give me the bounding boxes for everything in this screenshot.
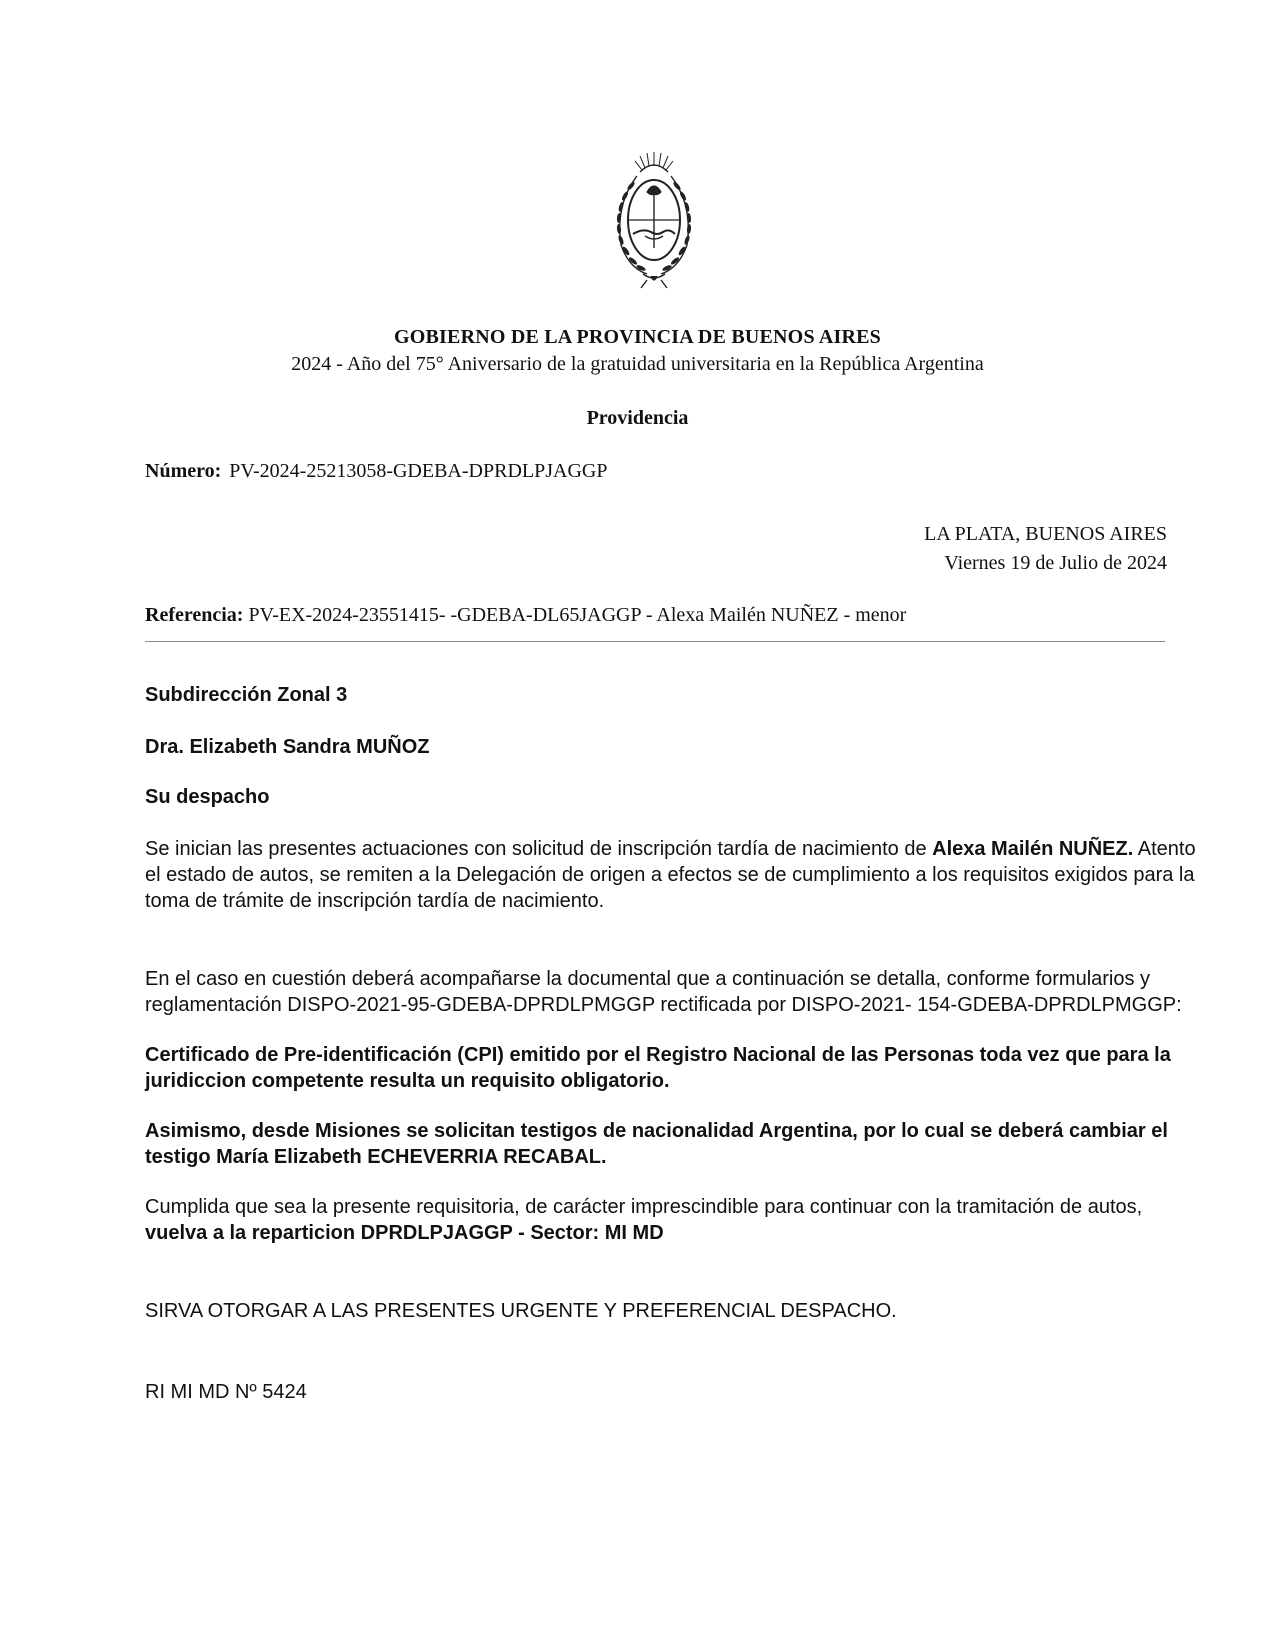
paragraph-5 bbox=[145, 1194, 1205, 1246]
referencia-line bbox=[145, 604, 906, 627]
addressee-office: Subdirección Zonal 3 bbox=[145, 684, 348, 706]
numero-value: PV-2024-25213058-GDEBA-DPRDLPJAGGP bbox=[229, 460, 608, 482]
paragraph-1-name: Alexa Mailén NUÑEZ. bbox=[932, 838, 1134, 860]
date: Viernes 19 de Julio de 2024 bbox=[944, 552, 1167, 574]
paragraph-1-start: Se inician las presentes actuaciones con solicitud de inscripción tardía de nacimiento de bbox=[145, 838, 933, 860]
paragraph-5-bold: vuelva a la reparticion DPRDLPJAGGP - Sector: MI MD bbox=[145, 1222, 664, 1244]
paragraph-6: SIRVA OTORGAR A LAS PRESENTES URGENTE Y PREFERENCIAL DESPACHO. bbox=[145, 1300, 897, 1322]
salutation: Su despacho bbox=[145, 786, 270, 808]
divider bbox=[145, 641, 1165, 642]
document-body bbox=[145, 682, 1205, 1405]
place: LA PLATA, BUENOS AIRES bbox=[924, 523, 1167, 545]
place-date-block bbox=[924, 520, 1167, 578]
argentine-coat-of-arms-icon bbox=[607, 150, 701, 290]
document-type: Providencia bbox=[586, 407, 689, 429]
paragraph-4: Asimismo, desde Misiones se solicitan testigos de nacionalidad Argentina, por lo cual se deberá cambiar el testigo María Elizabeth ECHEVERRIA RECABAL. bbox=[145, 1120, 1168, 1168]
referencia-label: Referencia: bbox=[145, 604, 244, 626]
paragraph-3: Certificado de Pre-identificación (CPI) emitido por el Registro Nacional de las Personas toda vez que para la juridiccion competente resulta un requisito obligatorio. bbox=[145, 1044, 1171, 1092]
paragraph-2: En el caso en cuestión deberá acompañarse la documental que a continuación se detalla, conforme formularios y reglamentación DISPO-2021-95-GDEBA-DPRDLPMGGP rectificada por DISPO-2021- 154-GDEBA-DPRDLPMGGP: bbox=[145, 968, 1182, 1016]
government-title: GOBIERNO DE LA PROVINCIA DE BUENOS AIRES bbox=[394, 326, 881, 348]
paragraph-1-end: Atento el estado de autos, se remiten a la Delegación de origen a efectos se de cumplimiento a los requisitos exigidos para la toma de trámite de inscripción tardía de nacimiento. bbox=[145, 838, 1196, 912]
paragraph-5-start: Cumplida que sea la presente requisitoria, de carácter imprescindible para continuar con la tramitación de autos, bbox=[145, 1196, 1143, 1218]
paragraph-1 bbox=[145, 836, 1205, 914]
paragraph-7: RI MI MD Nº 5424 bbox=[145, 1381, 307, 1403]
numero-line bbox=[145, 460, 607, 483]
referencia-value: PV-EX-2024-23551415- -GDEBA-DL65JAGGP - Alexa Mailén NUÑEZ - menor bbox=[248, 604, 907, 626]
year-motto: 2024 - Año del 75° Aniversario de la gratuidad universitaria en la República Argentina bbox=[291, 353, 984, 375]
addressee-name: Dra. Elizabeth Sandra MUÑOZ bbox=[145, 736, 430, 758]
numero-label: Número: bbox=[145, 460, 222, 482]
